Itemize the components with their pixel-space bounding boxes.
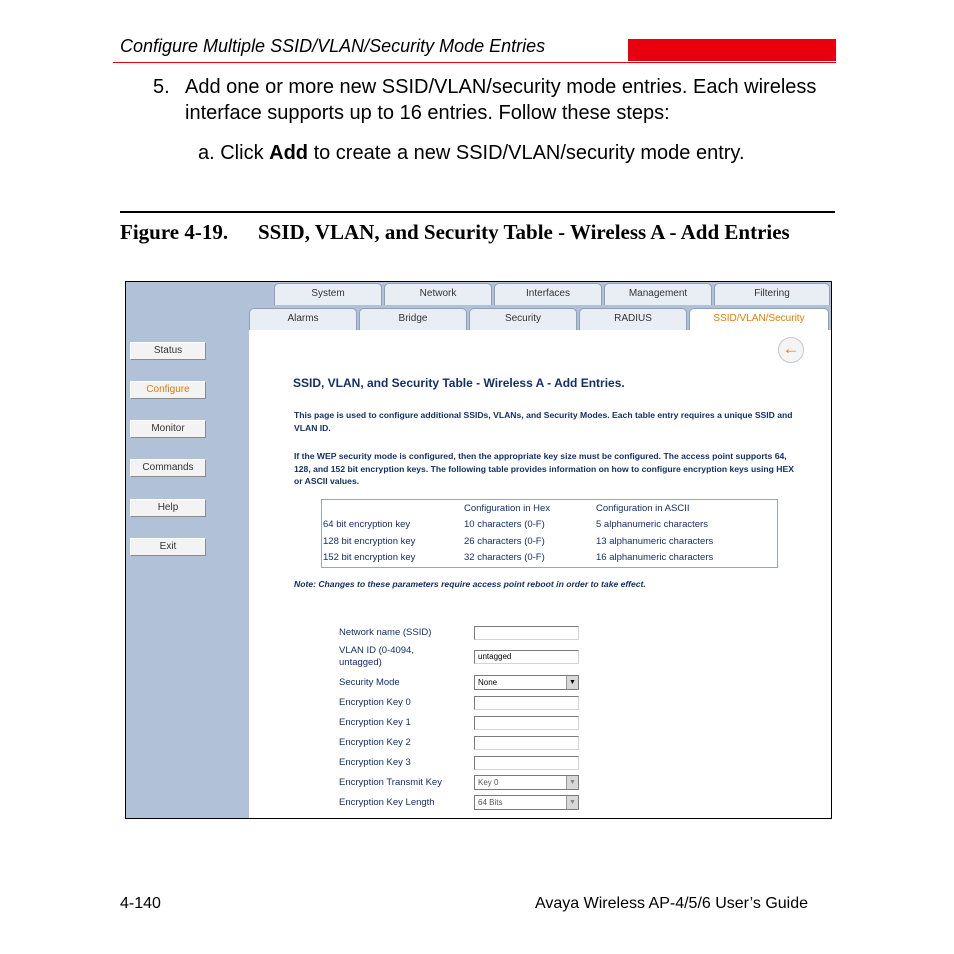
vlan-id-input[interactable]: untagged (474, 650, 579, 664)
table-cell: 64 bit encryption key (323, 519, 411, 530)
transmit-key-select[interactable] (474, 775, 579, 790)
step-number: 5. (153, 76, 170, 98)
reboot-note: Note: Changes to these parameters require access point reboot in order to take effect. (294, 579, 646, 589)
tab-security[interactable]: Security (469, 308, 577, 330)
vlan-label: VLAN ID (0-4094, untagged) (339, 645, 414, 668)
header-title: Configure Multiple SSID/VLAN/Security Mode Entries (120, 36, 546, 56)
nav-configure-button[interactable]: Configure (130, 381, 206, 399)
wep-paragraph: If the WEP security mode is configured, then the appropriate key size must be configured. The access point supports 64, 128, and 152 bit encryption keys. The following table provides information on how to configure encryption keys using HEX or ASCII values. (294, 451, 794, 486)
table-cell: 152 bit encryption key (323, 552, 416, 563)
encryption-key-table (321, 499, 778, 568)
header-rule (113, 62, 836, 63)
tab-bridge[interactable]: Bridge (359, 308, 467, 330)
back-arrow-icon[interactable]: ← (778, 337, 804, 363)
substep-suffix: to create a new SSID/VLAN/security mode entry. (308, 142, 745, 164)
figure-rule (120, 211, 835, 213)
nav-help-button[interactable]: Help (130, 499, 206, 517)
table-header: Configuration in ASCII (596, 503, 690, 514)
table-cell: 128 bit encryption key (323, 536, 416, 547)
tab-bar (249, 282, 831, 330)
tab-network[interactable]: Network (384, 283, 492, 305)
nav-commands-button[interactable]: Commands (130, 459, 206, 477)
tab-radius[interactable]: RADIUS (579, 308, 687, 330)
tab-ssid-vlan-security[interactable]: SSID/VLAN/Security (689, 308, 829, 330)
chevron-down-icon[interactable]: ▼ (566, 676, 578, 689)
encryption-key-1-input[interactable] (474, 716, 579, 730)
key-length-value: 64 Bits (478, 798, 503, 807)
page-number: 4-140 (120, 895, 161, 912)
table-header: Configuration in Hex (464, 503, 551, 514)
ssid-label: Network name (SSID) (339, 627, 432, 638)
table-cell: 13 alphanumeric characters (596, 536, 714, 547)
figure-label: Figure 4-19. (120, 220, 229, 244)
chevron-down-icon[interactable]: ▼ (566, 776, 578, 789)
tab-alarms[interactable]: Alarms (249, 308, 357, 330)
transmit-key-value: Key 0 (478, 778, 499, 787)
guide-title: Avaya Wireless AP-4/5/6 User’s Guide (535, 895, 809, 912)
table-cell: 5 alphanumeric characters (596, 519, 708, 530)
substep-a (198, 142, 745, 165)
ssid-input[interactable] (474, 626, 579, 640)
encryption-key-2-input[interactable] (474, 736, 579, 750)
table-cell: 32 characters (0-F) (464, 552, 545, 563)
tab-management[interactable]: Management (604, 283, 712, 305)
nav-monitor-button[interactable]: Monitor (130, 420, 206, 438)
encryption-key-0-input[interactable] (474, 696, 579, 710)
key-length-select[interactable] (474, 795, 579, 810)
key0-label: Encryption Key 0 (339, 697, 411, 708)
chevron-down-icon[interactable]: ▼ (566, 796, 578, 809)
left-nav (126, 282, 249, 818)
nav-status-button[interactable]: Status (130, 342, 206, 360)
screenshot-frame (125, 281, 832, 819)
security-mode-value: None (478, 678, 498, 687)
key1-label: Encryption Key 1 (339, 717, 411, 728)
figure-caption (120, 220, 835, 244)
table-cell: 16 alphanumeric characters (596, 552, 714, 563)
nav-exit-button[interactable]: Exit (130, 538, 206, 556)
security-mode-label: Security Mode (339, 677, 400, 688)
encryption-key-3-input[interactable] (474, 756, 579, 770)
substep-bold: Add (269, 142, 309, 164)
header-red-bar (628, 39, 836, 61)
substep-prefix: a. Click (198, 142, 270, 164)
intro-paragraph: This page is used to configure additional SSIDs, VLANs, and Security Modes. Each table entry requires a unique SSID and VLAN ID. (294, 410, 793, 433)
tab-interfaces[interactable]: Interfaces (494, 283, 602, 305)
transmit-key-label: Encryption Transmit Key (339, 777, 442, 788)
key2-label: Encryption Key 2 (339, 737, 411, 748)
tab-system[interactable]: System (274, 283, 382, 305)
table-cell: 10 characters (0-F) (464, 519, 545, 530)
table-cell: 26 characters (0-F) (464, 536, 545, 547)
tab-filtering[interactable]: Filtering (714, 283, 830, 305)
key-length-label: Encryption Key Length (339, 797, 435, 808)
figure-title: SSID, VLAN, and Security Table - Wireless A - Add Entries (258, 220, 790, 244)
page-title: SSID, VLAN, and Security Table - Wireless A - Add Entries. (293, 376, 625, 390)
key3-label: Encryption Key 3 (339, 757, 411, 768)
security-mode-select[interactable] (474, 675, 579, 690)
step-text: Add one or more new SSID/VLAN/security mode entries. Each wireless interface supports up to 16 entries. Follow these steps: (185, 76, 817, 124)
